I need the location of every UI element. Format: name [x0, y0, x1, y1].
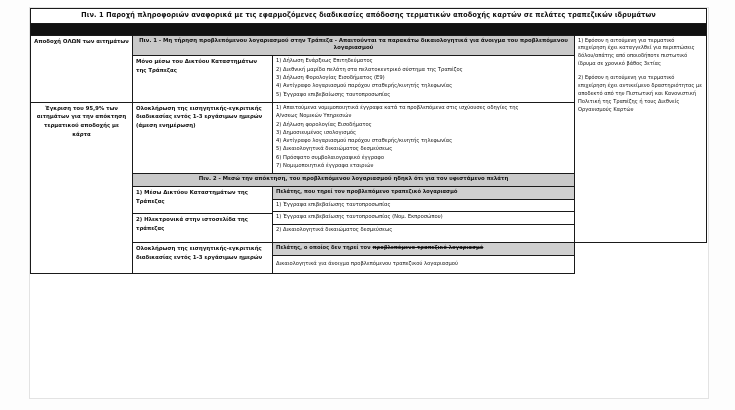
- list-item: 4) Αντίγραφο λογαριασμού παρόχου σταθερής/κινητής τηλεφωνίας: [276, 83, 453, 90]
- table-title-row: [31, 9, 707, 24]
- row5-subheader-prefix: Πελάτης, ο οποίος δεν τηρεί τον: [276, 245, 373, 252]
- page-title: Πιν. 1 Παροχή πληροφοριών αναφορικά με τις εφαρμοζόμενες διαδικασίες απόδοσης τερματικών αποδοχής καρτών σε πελάτες τραπεζικών ιδρυμάτων: [31, 9, 707, 24]
- list-item: 5) Δικαιολογητικά δικαιώματος δεσμεύσεως: [276, 146, 393, 153]
- row5-items-cell: [273, 243, 575, 274]
- row3-items-cell: [273, 187, 575, 243]
- row3-channels-cell: [133, 187, 273, 243]
- section1-header: Πιν. 1 - Μη τήρηση προβλεπόμενου λογαριασμού στην Τράπεζα - Απαιτούνται τα παρακάτω δικαιολογητικά για άνοιγμα του προβλεπόμενου λογαριασμού: [133, 35, 575, 56]
- list-item: 1) Έγγραφα επιβεβαίωσης ταυτοπροσωπίας (Νομ. Εκπροσώπου): [273, 212, 574, 225]
- row5-channel: Ολοκλήρωση της εισηγητικής-εγκριτικής διαδικασίας εντός 1-3 εργάσιμων ημερών: [133, 243, 273, 274]
- table-row: [31, 243, 707, 274]
- black-band: [31, 23, 707, 35]
- list-item: 2) Δήλωση φορολογίας Εισοδήματος: [276, 121, 372, 128]
- black-separator-row: [31, 23, 707, 35]
- section2-header: Πιν. 2 - Μεσώ την απόκτηση, του προβλεπόμενου λογαριασμού ηδηκλ ότι για τον υφιστάμενο πελάτη: [133, 174, 575, 187]
- list-item: 3) Δήλωση Φορολογίας Εισοδήματος (Ε9): [276, 74, 385, 81]
- list-item: Δικαιολογητικά για άνοιγμα προβλεπόμενου τραπεζικού λογαριασμού: [276, 260, 458, 267]
- scanned-document: [30, 8, 708, 398]
- section1-header-row: [31, 35, 707, 56]
- list-item: 1) Δήλωση Ενάρξεως Επιτηδεύματος: [276, 58, 373, 65]
- list-item: 1) Απαιτούμενα νομιμοποιητικά έγγραφα κατά τα προβλεπόμενα στις ισχύουσες οδηγίες της: [276, 104, 519, 111]
- list-item: 2) Δικαιολογητικά δικαιώματος δεσμεύσεως: [276, 226, 393, 233]
- list-item: 1) Έγγραφα επιβεβαίωσης ταυτοπροσωπίας: [273, 199, 574, 212]
- list-item: 6) Πρόσφατο συμβολαιογραφικό έγγραφο: [276, 154, 385, 161]
- list-item: 3) Δημοσιευμένος ισολογισμός: [276, 129, 357, 136]
- list-item: Α/νσεως Νομικών Υπηρεσιών: [276, 113, 352, 120]
- list-item: 4) Αντίγραφο λογαριασμού παρόχου σταθερής/κινητής τηλεφωνίας: [276, 138, 453, 145]
- row1-channel: Μόνο μέσω του Δικτύου Καταστημάτων της Τράπεζας: [133, 56, 273, 103]
- left-label-row2: Έγκριση του 95,9% των αιτημάτων για την απόκτηση τερματικού αποδοχής με κάρτα: [31, 102, 133, 274]
- right-notes-column: [575, 35, 707, 243]
- row3-subheader: Πελάτης, που τηρεί τον προβλεπόμενο τραπεζικό λογαριασμό: [273, 187, 574, 199]
- right-note-2: 2) Εφόσον η αιτούμενη για τερματικό επιχείρηση έχει αντικείμενο δραστηριότητας με αποδεκτό από την Πιστωτική και Κανονιστική Πολιτική της Τραπέζης ή τους Διεθνείς Οργανισμούς Καρτών: [578, 75, 702, 113]
- right-note-1: 1) Εφόσον η αιτούμενη για τερματικό επιχείρηση έχει καταγγελθεί για περιπτώσεις δόλου/απάτης από οποιοδήποτε πιστωτικό ίδρυμα σε χρονικό βάθος 3ετίας: [578, 37, 695, 68]
- information-table: [30, 8, 707, 274]
- row2-channel: Ολοκλήρωση της εισηγητικής-εγκριτικής διαδικασίας εντός 1-3 εργάσιμων ημερών (άμεση ενημέρωση): [133, 102, 273, 174]
- row3-channel: 1) Μέσω Δικτύου Καταστημάτων της Τράπεζας: [133, 187, 272, 214]
- left-label-row1: Αποδοχή ΟΛΩΝ των αιτημάτων: [31, 35, 133, 102]
- row5-subheader-struck: προβλεπόμενο τραπεζικό λογαριασμό: [372, 245, 484, 252]
- row5-subheader: [273, 243, 574, 255]
- row2-items: [273, 102, 575, 174]
- list-item: 5) Έγγραφο επιβεβαίωσης ταυτοπροσωπίας: [276, 91, 391, 98]
- list-item: 7) Νομιμοποιητικά έγγραφα εταιριών: [276, 163, 374, 170]
- row1-items: [273, 56, 575, 103]
- row4-channel: 2) Ηλεκτρονικά στην ιστοσελίδα της τράπεζας: [136, 217, 248, 232]
- list-item: 2) Διεθνική μαρίδα πελάτη στα πελατοκεντρικό σύστημα της Τραπέζος: [276, 66, 463, 73]
